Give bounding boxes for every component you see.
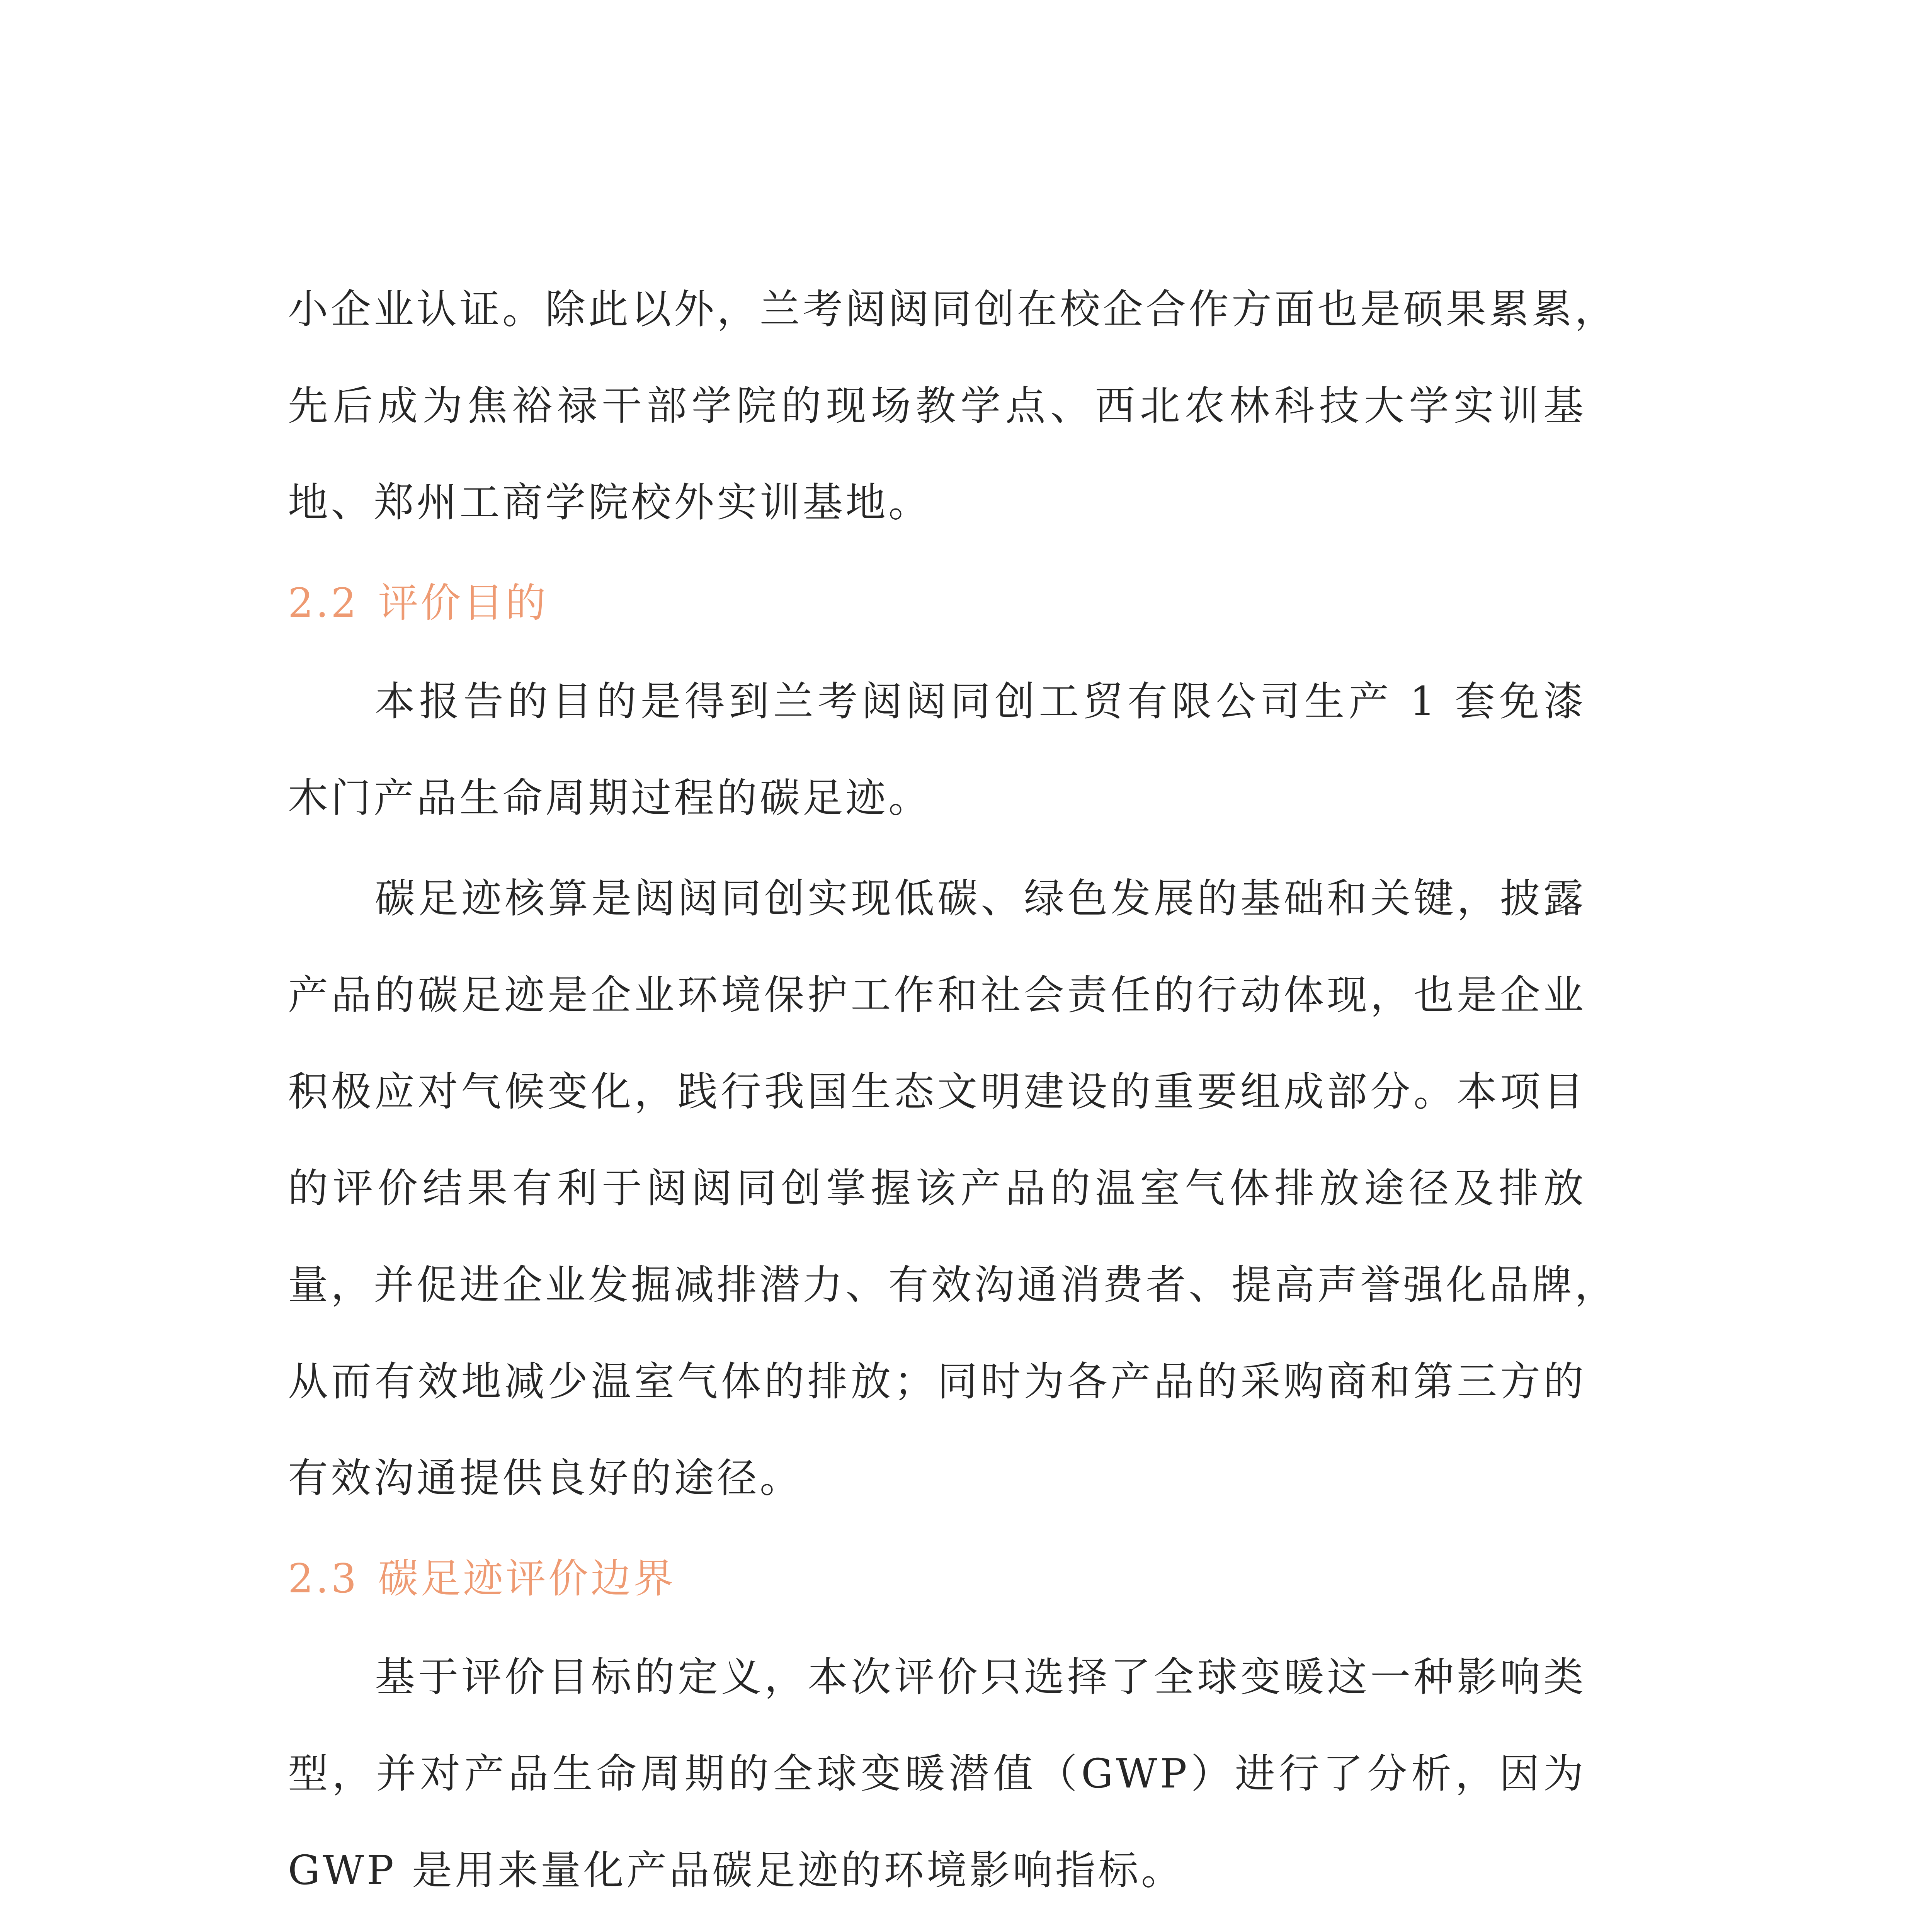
text-line xyxy=(288,1920,1586,1932)
section-number: 2.2 xyxy=(288,579,359,626)
purpose-paragraph-2 xyxy=(288,850,1618,1526)
text-line: 从而有效地减少温室气体的排放；同时为各产品的采购商和第三方的 xyxy=(288,1358,1586,1405)
text-line: 小企业认证。除此以外，兰考闼闼同创在校企合作方面也是硕果累累， xyxy=(288,286,1618,333)
text-line: GWP 是用来量化产品碳足迹的环境影响指标。 xyxy=(288,1847,1184,1894)
text-line: 积极应对气候变化，践行我国生态文明建设的重要组成部分。本项目 xyxy=(288,1068,1586,1115)
purpose-paragraph-1 xyxy=(288,653,1586,846)
section-heading-2-3 xyxy=(288,1530,675,1627)
text-line: 有效沟通提供良好的途径。 xyxy=(288,1454,803,1502)
text-line: 地、郑州工商学院校外实训基地。 xyxy=(288,479,932,526)
text-line: 木门产品生命周期过程的碳足迹。 xyxy=(288,774,932,821)
text-line: 产品的碳足迹是企业环境保护工作和社会责任的行动体现，也是企业 xyxy=(288,971,1586,1019)
text-line: 基于评价目标的定义，本次评价只选择了全球变暖这一种影响类 xyxy=(375,1653,1586,1701)
section-number: 2.3 xyxy=(288,1555,359,1602)
text-line: 量，并促进企业发掘减排潜力、有效沟通消费者、提高声誉强化品牌， xyxy=(288,1261,1618,1308)
text-line: 碳足迹核算是闼闼同创实现低碳、绿色发展的基础和关键，披露 xyxy=(375,875,1586,922)
section-heading-2-2 xyxy=(288,554,548,651)
continuation-paragraph xyxy=(288,261,1618,551)
text-line: 本报告的目的是得到兰考闼闼同创工贸有限公司生产 1 套免漆 xyxy=(375,678,1586,725)
text-line: 型，并对产品生命周期的全球变暖潜值（GWP）进行了分析，因为 xyxy=(288,1750,1586,1797)
boundary-paragraph-2 xyxy=(288,1920,1586,1932)
boundary-paragraph-1 xyxy=(288,1629,1586,1918)
section-title: 评价目的 xyxy=(378,579,548,626)
section-title: 碳足迹评价边界 xyxy=(378,1555,676,1602)
text-line: 的评价结果有利于闼闼同创掌握该产品的温室气体排放途径及排放 xyxy=(288,1165,1586,1212)
text-line: 先后成为焦裕禄干部学院的现场教学点、西北农林科技大学实训基 xyxy=(288,382,1586,429)
